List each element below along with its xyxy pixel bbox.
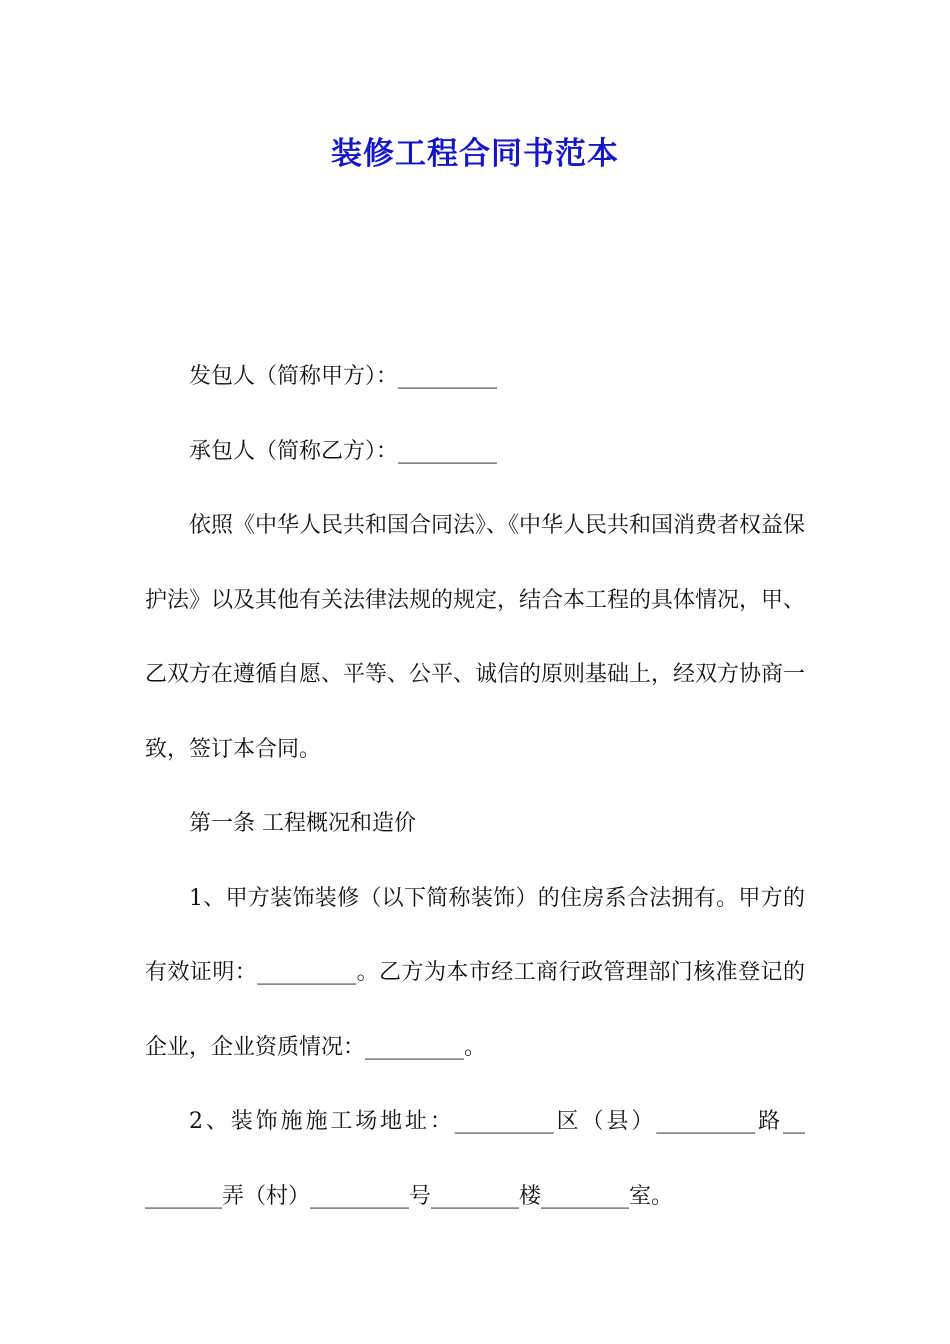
party-a-line: 发包人（简称甲方）：_________ <box>189 364 498 389</box>
document-body <box>145 340 805 1234</box>
clause-1-paragraph: 1、甲方装饰装修（以下简称装饰）的住房系合法拥有。甲方的有效证明：_________。乙方为本市经工商行政管理部门核准登记的企业，企业资质情况：_________。 <box>145 885 805 1060</box>
clause-2-paragraph: 2、装饰施施工场地址：_________区（县）_________路__ _______弄（村）_________号________楼________室。 <box>145 1109 805 1209</box>
document-title: 装修工程合同书范本 <box>331 136 619 172</box>
preamble-paragraph: 依照《中华人民共和国合同法》、《中华人民共和国消费者权益保护法》以及其他有关法律法规的规定，结合本工程的具体情况，甲、乙双方在遵循自愿、平等、公平、诚信的原则基础上，经双方协商一致，签订本合同。 <box>145 513 806 762</box>
article-one-heading: 第一条 工程概况和造价 <box>189 811 416 836</box>
party-b-line: 承包人（简称乙方）：_________ <box>189 438 498 464</box>
